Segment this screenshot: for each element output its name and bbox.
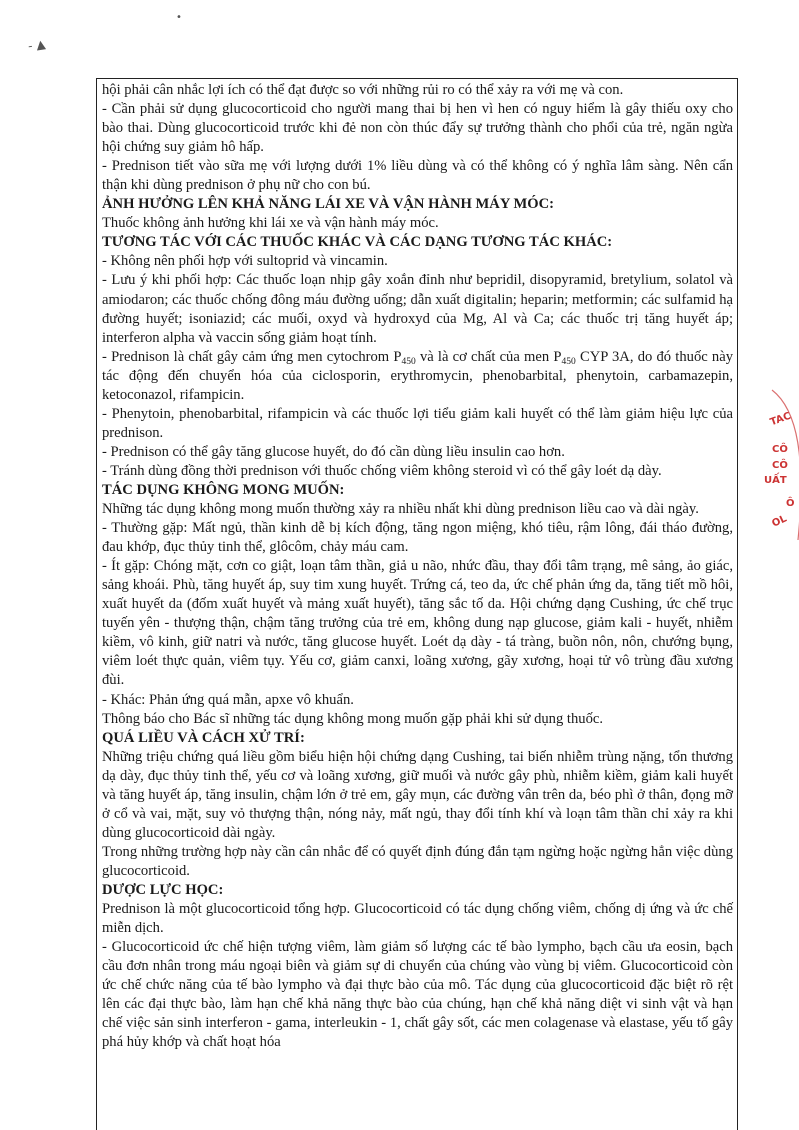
subscript-450: 450 — [561, 356, 576, 367]
paragraph: - Cần phải sử dụng glucocorticoid cho người mang thai bị hen vì hen có nguy hiểm là gây thiếu oxy cho bào thai. Dùng glucocorticoid trước khi đẻ non còn thúc đẩy sự trưởng thành cho phổi của trẻ, ngăn ngừa hội chứng suy giảm hô hấp. — [102, 101, 733, 156]
subscript-450: 450 — [401, 356, 416, 367]
scan-mark-top: • — [176, 12, 182, 23]
stamp-fragment: TAC — [768, 410, 793, 429]
paragraph: - Phenytoin, phenobarbital, rifampicin và các thuốc lợi tiểu giảm kali huyết có thể làm giảm hiệu lực của prednison. — [102, 405, 733, 441]
stamp-fragment: OL — [770, 513, 789, 530]
document-body — [96, 78, 738, 1130]
paragraph: Thuốc không ảnh hưởng khi lái xe và vận hành máy móc. — [102, 215, 439, 232]
paragraph: - Tránh dùng đồng thời prednison với thuốc chống viêm không steroid vì có thể gây loét dạ dày. — [102, 462, 662, 479]
scan-mark-left: - ▲ — [27, 36, 47, 54]
stamp-fragment: CÔ — [772, 444, 788, 455]
paragraph: Những tác dụng không mong muốn thường xảy ra nhiều nhất khi dùng prednison liều cao và dài ngày. — [102, 501, 699, 518]
paragraph: Những triệu chứng quá liều gồm biểu hiện hội chứng dạng Cushing, tai biến nhiễm trùng nặng, tổn thương dạ dày, đục thủy tinh thể, yếu cơ và loãng xương, giữ muối và nước gây phù, nhiễm kiềm, giảm kali huyết và tăng huyết áp, tăng insulin, chậm lớn ở trẻ em, gây mụn, các đường vân trên da, béo phì ở thân, đọng mỡ ở cổ và vai, mặt, suy vỏ thượng thận, nóng nảy, mất ngủ, thay đổi tính khí và loạn tâm thần chỉ xảy ra khi dùng glucocorticoid dài ngày. — [102, 748, 733, 841]
section-heading: QUÁ LIỀU VÀ CÁCH XỬ TRÍ: — [102, 729, 305, 746]
stamp-fragment: UẤT — [764, 475, 787, 486]
stamp-fragment: Ô — [786, 498, 795, 509]
paragraph: hội phải cân nhắc lợi ích có thể đạt được so với những rủi ro có thể xảy ra với mẹ và con. — [102, 82, 624, 98]
paragraph: - Prednison là chất gây cảm ứng men cytochrom $P_{450}$ và là cơ chất của men $P_{450}$ CYP 3A, do đó thuốc này tác động đến chuyển hóa của ciclosporin, erythromycin, phenobarbital, phenytoin, carbamazepin, ketoconazol, rifampicin. — [102, 348, 734, 403]
section-heading: TƯƠNG TÁC VỚI CÁC THUỐC KHÁC VÀ CÁC DẠNG TƯƠNG TÁC KHÁC: — [102, 234, 613, 251]
section-heading: TÁC DỤNG KHÔNG MONG MUỐN: — [102, 481, 345, 498]
section-heading: DƯỢC LỰC HỌC: — [102, 881, 224, 898]
paragraph: - Không nên phối hợp với sultoprid và vincamin. — [102, 253, 388, 270]
stamp-fragment: CÔ — [772, 460, 788, 471]
paragraph: - Ít gặp: Chóng mặt, cơn co giật, loạn tâm thần, giả u não, nhức đầu, thay đổi tâm trạng, mê sảng, ảo giác, sảng khoái. Phù, tăng huyết áp, suy tim xung huyết. Trứng cá, teo da, ức chế phản ứng da, tăng tiết mồ hôi, xuất huyết da (đốm xuất huyết và mảng xuất huyết), tăng sắc tố da. Hội chứng dạng Cushing, ức chế trục tuyến yên - thượng thận, chậm tăng trưởng của trẻ em, không dung nạp glucose, giảm kali - huyết, nhiễm kiềm, vô kinh, giữ natri và nước, tăng glucose huyết. Loét dạ dày - tá tràng, buồn nôn, nôn, chướng bụng, viêm loét thực quản, viêm tụy. Yếu cơ, giảm canxi, loãng xương, gãy xương, hoại tử vô trùng đầu xương đùi. — [102, 558, 733, 689]
paragraph: Thông báo cho Bác sĩ những tác dụng không mong muốn gặp phải khi sử dụng thuốc. — [102, 710, 603, 727]
paragraph: - Glucocorticoid ức chế hiện tượng viêm, làm giảm số lượng các tế bào lympho, bạch cầu ưa eosin, bạch cầu đơn nhân trong máu ngoại biên và giảm sự di chuyển của chúng vào vùng bị viêm. Glucocorticoid còn ức chế chức năng của tế bào lympho và đại thực bào của mô. Tác dụng của glucocorticoid đặc biệt rõ rệt lên các đại thực bào, làm hạn chế khả năng thực bào của chúng, hạn chế khả năng diệt vi sinh vật và hạn chế việc sản sinh interferon - gama, interleukin - 1, chất gây sốt, các men colagenase và elastase, yếu tố gây phá hủy khớp và chất hoạt hóa — [102, 939, 733, 1051]
paragraph: - Prednison có thể gây tăng glucose huyết, do đó cần dùng liều insulin cao hơn. — [102, 443, 565, 460]
paragraph: Trong những trường hợp này cần cân nhắc để có quyết định đúng đắn tạm ngừng hoặc ngừng hẳn việc dùng glucocorticoid. — [102, 843, 733, 879]
paragraph: - Thường gặp: Mất ngủ, thần kinh dễ bị kích động, tăng ngon miệng, khó tiêu, rậm lông, đái tháo đường, đau khớp, đục thủy tinh thể, glôcôm, chảy máu cam. — [102, 520, 733, 556]
paragraph: Prednison là một glucocorticoid tổng hợp. Glucocorticoid có tác dụng chống viêm, chống dị ứng và ức chế miễn dịch. — [102, 901, 733, 937]
section-heading: ẢNH HƯỞNG LÊN KHẢ NĂNG LÁI XE VÀ VẬN HÀNH MÁY MÓC: — [102, 196, 554, 213]
paragraph: - Lưu ý khi phối hợp: Các thuốc loạn nhịp gây xoắn đỉnh như bepridil, disopyramid, bretylium, solatol và amiodaron; các thuốc chống đông máu đường uống; dẫn xuất digitalin; heparin; metformin; các sulfamid hạ đường huyết; isoniazid; các muối, oxyd và hydroxyd của Mg, Al và Ca; các thuốc trị tăng huyết áp; interferon alpha và vaccin sống giảm hoạt tính. — [102, 272, 733, 346]
paragraph: - Prednison tiết vào sữa mẹ với lượng dưới 1% liều dùng và có thể không có ý nghĩa lâm sàng. Nên cẩn thận khi dùng prednison ở phụ nữ cho con bú. — [102, 158, 733, 194]
red-seal-stamp — [758, 380, 799, 580]
paragraph: - Khác: Phản ứng quá mẫn, apxe vô khuẩn. — [102, 691, 354, 708]
